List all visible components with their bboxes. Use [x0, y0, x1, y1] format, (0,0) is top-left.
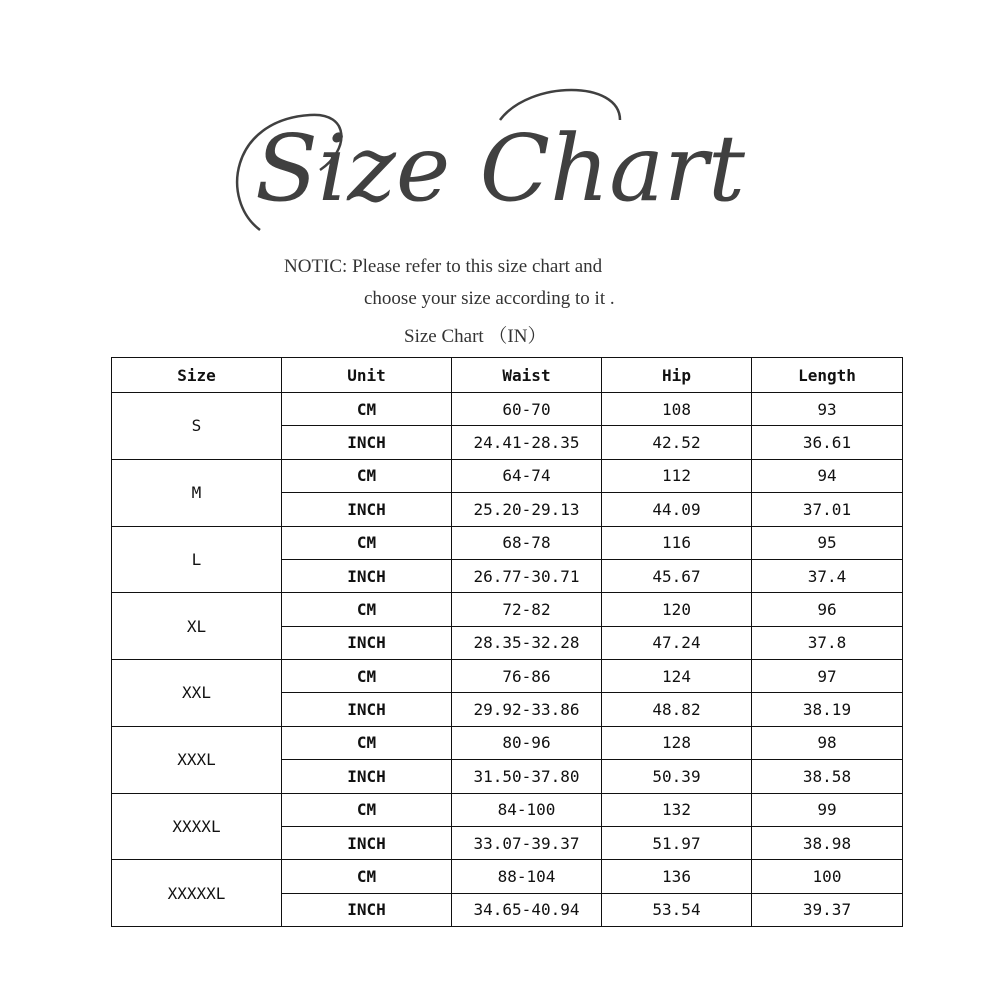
waist-cell: 33.07-39.37: [452, 826, 602, 859]
waist-cell: 29.92-33.86: [452, 693, 602, 726]
table-row: [112, 726, 903, 759]
hip-cell: 48.82: [602, 693, 752, 726]
unit-cell: INCH: [282, 426, 452, 459]
length-cell: 95: [752, 526, 903, 559]
length-cell: 37.8: [752, 626, 903, 659]
waist-cell: 84-100: [452, 793, 602, 826]
waist-cell: 76-86: [452, 660, 602, 693]
size-cell: XXXXL: [112, 793, 282, 860]
table-row: [112, 526, 903, 559]
page-title-text: Size Chart: [254, 115, 746, 222]
waist-cell: 25.20-29.13: [452, 493, 602, 526]
waist-cell: 24.41-28.35: [452, 426, 602, 459]
header-waist: Waist: [452, 358, 602, 393]
unit-cell: CM: [282, 459, 452, 492]
length-cell: 94: [752, 459, 903, 492]
hip-cell: 42.52: [602, 426, 752, 459]
waist-cell: 34.65-40.94: [452, 893, 602, 926]
unit-cell: INCH: [282, 493, 452, 526]
hip-cell: 51.97: [602, 826, 752, 859]
table-row: [112, 660, 903, 693]
header-size: Size: [112, 358, 282, 393]
waist-cell: 28.35-32.28: [452, 626, 602, 659]
unit-cell: CM: [282, 660, 452, 693]
length-cell: 98: [752, 726, 903, 759]
size-cell: L: [112, 526, 282, 593]
size-cell: M: [112, 459, 282, 526]
unit-cell: CM: [282, 526, 452, 559]
hip-cell: 47.24: [602, 626, 752, 659]
waist-cell: 72-82: [452, 593, 602, 626]
table-row: [112, 860, 903, 893]
table-header-row: [112, 358, 903, 393]
size-cell: XXXL: [112, 726, 282, 793]
waist-cell: 68-78: [452, 526, 602, 559]
length-cell: 96: [752, 593, 903, 626]
hip-cell: 53.54: [602, 893, 752, 926]
unit-cell: CM: [282, 726, 452, 759]
length-cell: 99: [752, 793, 903, 826]
length-cell: 97: [752, 660, 903, 693]
hip-cell: 44.09: [602, 493, 752, 526]
size-cell: S: [112, 393, 282, 460]
size-table: [111, 357, 903, 927]
waist-cell: 80-96: [452, 726, 602, 759]
table-caption: Size Chart （IN）: [404, 326, 547, 347]
header-hip: Hip: [602, 358, 752, 393]
length-cell: 37.01: [752, 493, 903, 526]
length-cell: 100: [752, 860, 903, 893]
unit-cell: INCH: [282, 893, 452, 926]
size-cell: XL: [112, 593, 282, 660]
hip-cell: 136: [602, 860, 752, 893]
length-cell: 37.4: [752, 559, 903, 592]
unit-cell: INCH: [282, 626, 452, 659]
hip-cell: 108: [602, 393, 752, 426]
unit-cell: INCH: [282, 693, 452, 726]
unit-cell: INCH: [282, 826, 452, 859]
size-cell: XXL: [112, 660, 282, 727]
waist-cell: 88-104: [452, 860, 602, 893]
waist-cell: 60-70: [452, 393, 602, 426]
hip-cell: 120: [602, 593, 752, 626]
table-row: [112, 393, 903, 426]
notice-line-1: NOTIC: Please refer to this size chart and: [284, 256, 603, 277]
waist-cell: 64-74: [452, 459, 602, 492]
hip-cell: 116: [602, 526, 752, 559]
waist-cell: 31.50-37.80: [452, 760, 602, 793]
table-row: [112, 593, 903, 626]
length-cell: 39.37: [752, 893, 903, 926]
hip-cell: 132: [602, 793, 752, 826]
unit-cell: INCH: [282, 760, 452, 793]
unit-cell: INCH: [282, 559, 452, 592]
unit-cell: CM: [282, 860, 452, 893]
hip-cell: 50.39: [602, 760, 752, 793]
hip-cell: 45.67: [602, 559, 752, 592]
length-cell: 38.98: [752, 826, 903, 859]
table-row: [112, 459, 903, 492]
header-length: Length: [752, 358, 903, 393]
notice-line-2: choose your size according to it .: [364, 288, 615, 309]
hip-cell: 128: [602, 726, 752, 759]
waist-cell: 26.77-30.71: [452, 559, 602, 592]
length-cell: 93: [752, 393, 903, 426]
page-title: [200, 60, 800, 270]
unit-cell: CM: [282, 593, 452, 626]
table-body: [112, 393, 903, 927]
unit-cell: CM: [282, 793, 452, 826]
hip-cell: 112: [602, 459, 752, 492]
unit-cell: CM: [282, 393, 452, 426]
hip-cell: 124: [602, 660, 752, 693]
length-cell: 38.58: [752, 760, 903, 793]
length-cell: 38.19: [752, 693, 903, 726]
length-cell: 36.61: [752, 426, 903, 459]
header-unit: Unit: [282, 358, 452, 393]
size-cell: XXXXXL: [112, 860, 282, 927]
table-row: [112, 793, 903, 826]
